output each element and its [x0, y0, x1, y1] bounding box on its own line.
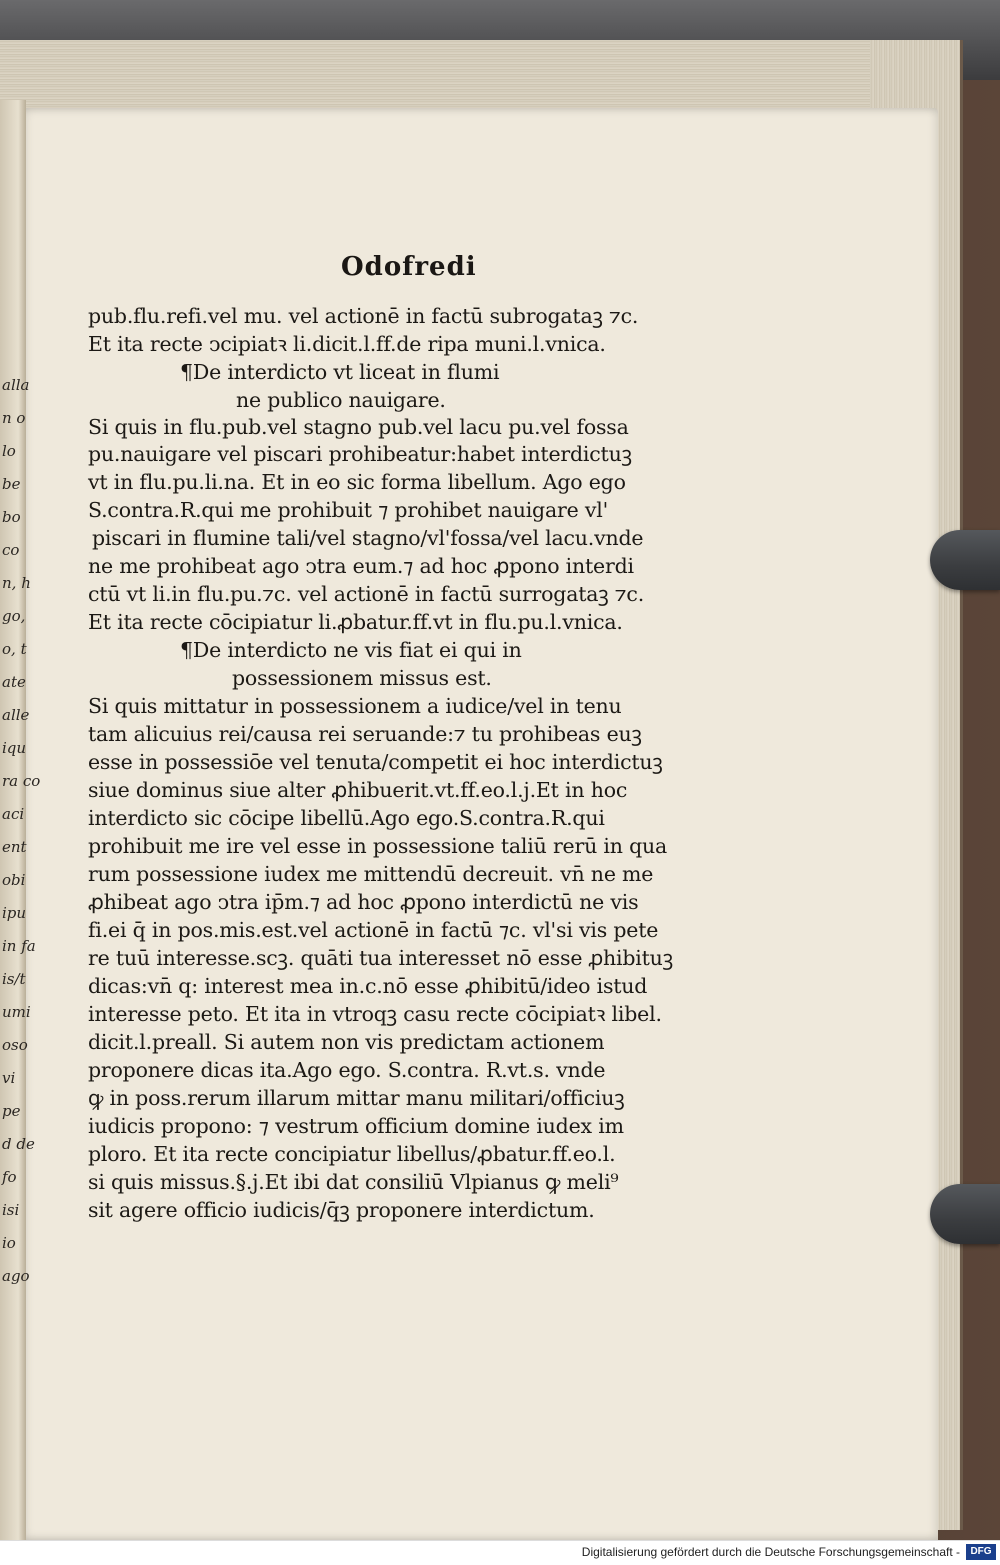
text-line: Si quis mittatur in possessionem a iudice/vel in tenu — [88, 694, 622, 718]
text-line: interdicto sic cōcipe libellū.Ago ego.S.contra.R.qui — [88, 806, 605, 830]
left-page-fragment: ra co — [2, 772, 41, 790]
left-page-fragment: go, — [2, 607, 26, 625]
text-line: tam alicuius rei/causa rei seruande:⁊ tu prohibeas euꝫ — [88, 722, 642, 746]
text-line: prohibuit me ire vel esse in possessione taliū rerū in qua — [88, 834, 668, 858]
text-line: ¶De interdicto vt liceat in flumi — [180, 360, 500, 384]
text-line: vt in flu.pu.li.na. Et in eo sic forma libellum. Ago ego — [88, 470, 626, 494]
text-line: interesse peto. Et ita in vtroqꝫ casu recte cōcipiatꝛ libel. — [88, 1002, 662, 1026]
text-line: proponere dicas ita.Ago ego. S.contra. R.vt.s. vnde — [88, 1058, 606, 1082]
text-line: Et ita recte ↄcipiatꝛ li.dicit.l.ff.de ripa muni.l.vnica. — [88, 332, 606, 356]
left-page-fragment: io — [2, 1234, 16, 1252]
left-page-fragment: o, t — [2, 640, 27, 658]
text-line: esse in possessiōe vel tenuta/competit ei hoc interdictuꝫ — [88, 750, 663, 774]
text-line: S.contra.R.qui me prohibuit ⁊ prohibet nauigare vl' — [88, 498, 609, 522]
text-line: dicas:vn̄ q: interest mea in.c.nō esse ꝓhibitū/ideo istud — [88, 974, 648, 998]
text-line: ꝙ in poss.rerum illarum mittar manu militari/officiuꝫ — [88, 1086, 625, 1110]
left-page-fragment: be — [2, 475, 21, 493]
dfg-logo: DFG — [966, 1544, 996, 1560]
left-page-fragment: umi — [2, 1003, 31, 1021]
text-line: pu.nauigare vel piscari prohibeatur:habet interdictuꝫ — [88, 442, 632, 466]
left-page-fragment: ago — [2, 1267, 30, 1285]
left-page-fragment: d de — [2, 1135, 35, 1153]
left-page-fragment: co — [2, 541, 20, 559]
left-page-fragment: is/t — [2, 970, 26, 988]
text-line: ¶De interdicto ne vis fiat ei qui in — [180, 638, 522, 662]
funding-credit: Digitalisierung gefördert durch die Deutsche Forschungsgemeinschaft - — [581, 1545, 960, 1559]
text-line: ploro. Et ita recte concipiatur libellus/ꝓbatur.ff.eo.l. — [88, 1142, 616, 1166]
left-page-fragment: vi — [2, 1069, 16, 1087]
text-line: ne me prohibeat ago ↄtra eum.⁊ ad hoc ꝓpono interdi — [88, 554, 634, 578]
left-page-fragment: iqu — [2, 739, 27, 757]
page-clip-upper — [930, 530, 1000, 590]
running-header: Odofredi — [341, 252, 477, 282]
text-line: ꝓhibeat ago ↄtra ip̄m.⁊ ad hoc ꝓpono interdictū ne vis — [88, 890, 639, 914]
text-line: dicit.l.preall. Si autem non vis predictam actionem — [88, 1030, 605, 1054]
footer-bar — [0, 1540, 1000, 1565]
left-page-fragment: alle — [2, 706, 30, 724]
text-line: siue dominus siue alter ꝓhibuerit.vt.ff.eo.l.j.Et in hoc — [88, 778, 628, 802]
left-page-fragment: ent — [2, 838, 27, 856]
text-line: re tuū interesse.scꝫ. quāti tua interesset nō esse ꝓhibituꝫ — [88, 946, 673, 970]
left-page-fragment: alla — [2, 376, 30, 394]
left-page-fragment: ipu — [2, 904, 27, 922]
left-page-fragment: n, h — [2, 574, 31, 592]
left-page-fragment: in fa — [2, 937, 36, 955]
text-line: Et ita recte cōcipiatur li.ꝓbatur.ff.vt in flu.pu.l.vnica. — [88, 610, 623, 634]
left-page-fragment: fo — [2, 1168, 17, 1186]
text-line: ctū vt li.in flu.pu.⁊c. vel actionē in factū surrogataꝫ ⁊c. — [88, 582, 645, 606]
text-line: si quis missus.§.j.Et ibi dat consiliū Vlpianus ꝙ meli⁹ — [88, 1170, 619, 1194]
text-line: possessionem missus est. — [232, 666, 492, 690]
page-clip-lower — [930, 1184, 1000, 1244]
text-line: iudicis propono: ⁊ vestrum officium domine iudex im — [88, 1114, 624, 1138]
left-page-fragment: isi — [2, 1201, 20, 1219]
left-page-fragment: obi — [2, 871, 26, 889]
text-line: rum possessione iudex me mittendū decreuit. vn̄ ne me — [88, 862, 654, 886]
text-line: pub.flu.refi.vel mu. vel actionē in factū subrogataꝫ ⁊c. — [88, 304, 639, 328]
book-page — [18, 108, 938, 1540]
left-facing-page — [0, 100, 41, 1540]
left-page-fragment: ate — [2, 673, 26, 691]
text-line: piscari in flumine tali/vel stagno/vl'fossa/vel lacu.vnde — [92, 526, 644, 550]
left-page-fragment: bo — [2, 508, 21, 526]
left-page-fragment: lo — [2, 442, 16, 460]
left-page-fragment: oso — [2, 1036, 28, 1054]
text-line: ne publico nauigare. — [236, 388, 446, 412]
left-page-fragment: aci — [2, 805, 25, 823]
left-page-fragment: n o — [2, 409, 26, 427]
text-line: Si quis in flu.pub.vel stagno pub.vel lacu pu.vel fossa — [88, 415, 629, 439]
text-line: sit agere officio iudicis/q̄ꝫ proponere interdictum. — [88, 1198, 595, 1222]
left-page-fragment: pe — [2, 1102, 21, 1120]
text-line: fi.ei q̄ in pos.mis.est.vel actionē in factū ⁊c. vl'si vis pete — [88, 918, 659, 942]
